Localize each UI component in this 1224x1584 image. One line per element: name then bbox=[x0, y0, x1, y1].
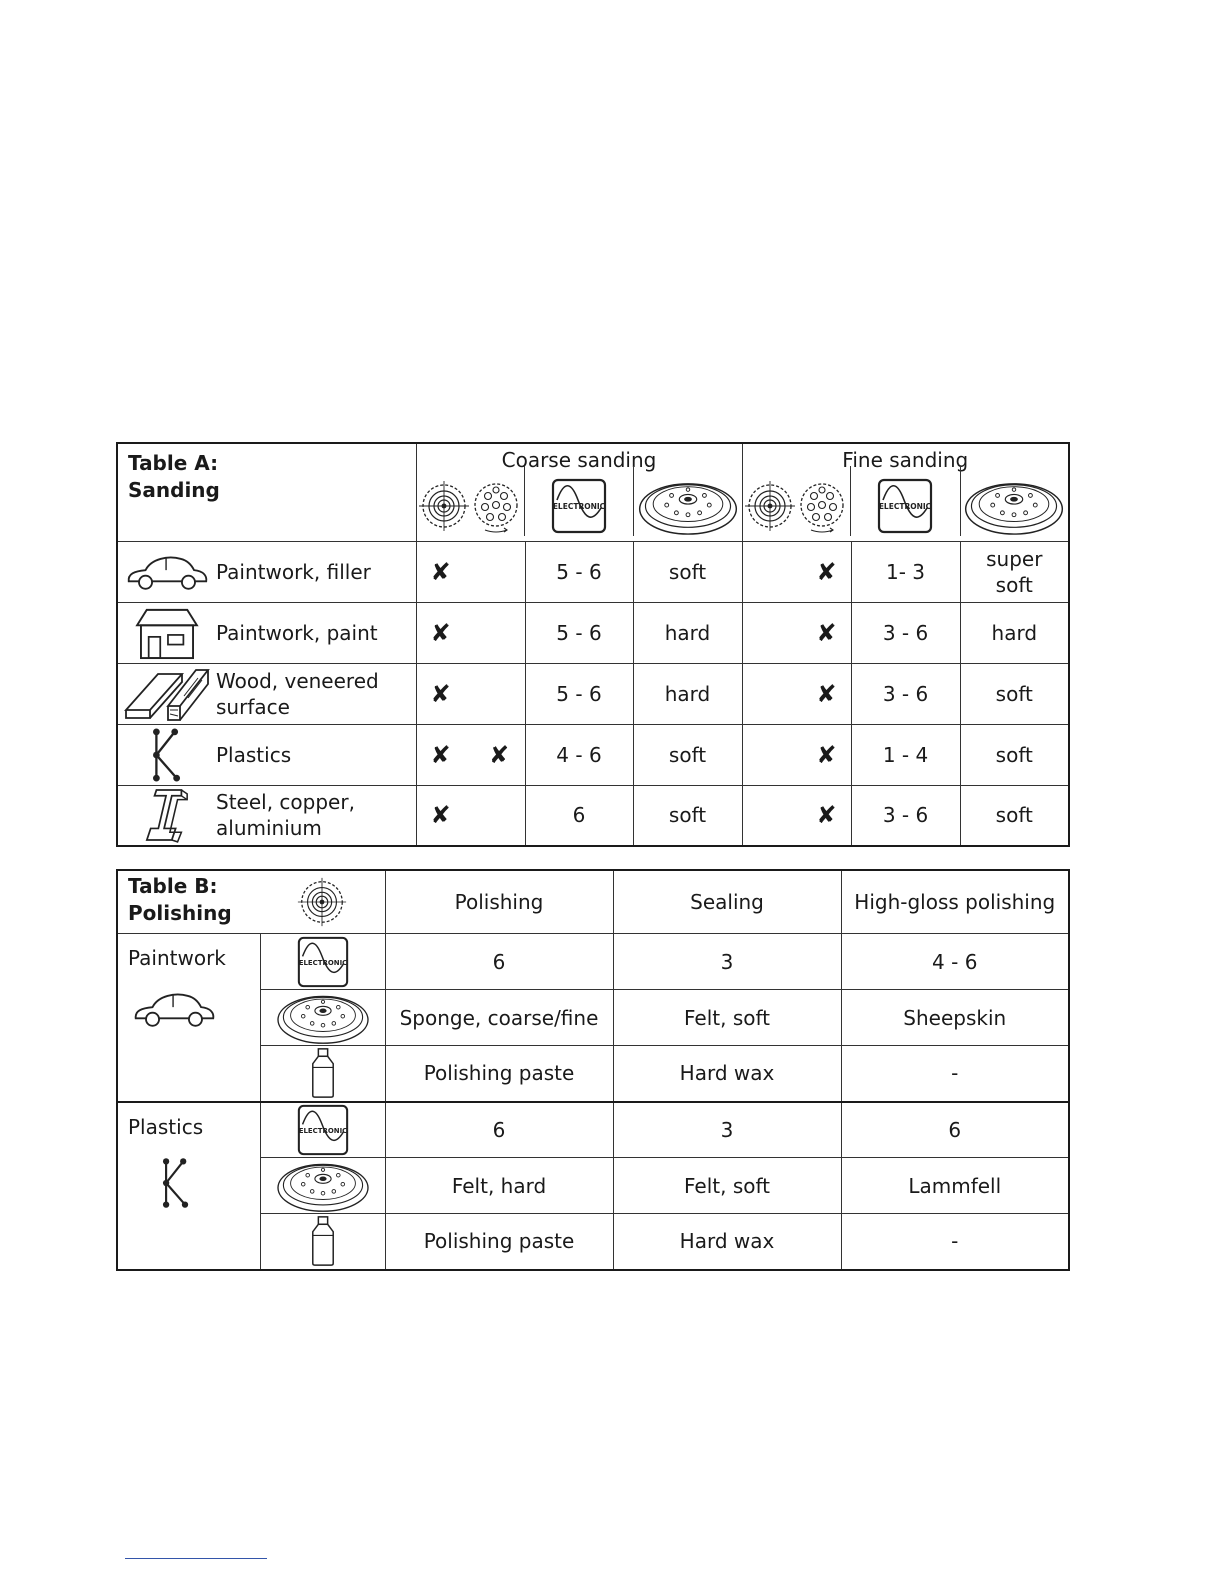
fine-orbit-cell bbox=[742, 602, 851, 663]
table-cell: 6 bbox=[385, 934, 613, 990]
table-row bbox=[117, 934, 1069, 990]
fine-sanding-label: Fine sanding bbox=[842, 448, 969, 472]
table-row bbox=[117, 541, 1069, 602]
table-b-header-icon-cell bbox=[260, 870, 385, 934]
coarse-pad-cell: hard bbox=[633, 602, 742, 663]
fine-speed-cell: 1- 3 bbox=[851, 541, 960, 602]
check-x-mark: ✘ bbox=[816, 618, 837, 647]
check-x-mark: ✘ bbox=[488, 740, 510, 769]
check-x-mark: ✘ bbox=[816, 740, 837, 769]
plastics-icon bbox=[158, 1157, 194, 1209]
fine-speed-cell: 3 - 6 bbox=[851, 602, 960, 663]
material-label: Paintwork, paint bbox=[216, 620, 378, 645]
table-cell: 4 - 6 bbox=[841, 934, 1069, 990]
row-icon-cell bbox=[260, 1102, 385, 1158]
coarse-pad-cell: soft bbox=[633, 541, 742, 602]
coarse-sanding-label: Coarse sanding bbox=[501, 448, 657, 472]
coarse-orbit-cell bbox=[416, 602, 525, 663]
fine-pad-cell: soft bbox=[960, 663, 1069, 724]
table-a-header bbox=[117, 443, 1069, 541]
fine-pad-cell bbox=[960, 541, 1069, 602]
car-icon bbox=[125, 551, 209, 593]
material-label bbox=[216, 668, 379, 720]
bottle-icon bbox=[307, 1047, 339, 1099]
material-label-line1: Wood, veneered bbox=[216, 668, 379, 693]
material-cell bbox=[117, 724, 416, 785]
table-cell: Felt, soft bbox=[613, 1158, 841, 1214]
material-label bbox=[216, 789, 355, 841]
table-cell: 3 bbox=[613, 934, 841, 990]
check-x-mark: ✘ bbox=[430, 679, 451, 708]
check-x-mark: ✘ bbox=[816, 801, 837, 830]
orbit-stroke-icon bbox=[419, 478, 469, 534]
disc-holes-icon bbox=[797, 478, 847, 534]
table-b-header bbox=[117, 870, 1069, 934]
section-material-cell bbox=[117, 1102, 260, 1270]
fine-speed-cell: 3 - 6 bbox=[851, 785, 960, 846]
table-row bbox=[117, 602, 1069, 663]
check-x-mark: ✘ bbox=[430, 618, 451, 647]
check-x-mark: ✘ bbox=[430, 557, 451, 586]
electronic-speed-icon bbox=[297, 1104, 349, 1156]
column-header-high-gloss: High-gloss polishing bbox=[841, 870, 1069, 934]
table-b-title-line2: Polishing bbox=[128, 901, 232, 925]
material-cell bbox=[117, 541, 416, 602]
wood-icon bbox=[124, 666, 210, 722]
material-cell bbox=[117, 602, 416, 663]
bottle-icon bbox=[307, 1215, 339, 1267]
fine-orbit-cell bbox=[742, 663, 851, 724]
table-cell: Polishing paste bbox=[385, 1046, 613, 1102]
material-cell bbox=[117, 785, 416, 846]
row-icon-cell bbox=[260, 1214, 385, 1270]
material-label: Paintwork, filler bbox=[216, 559, 371, 584]
coarse-orbit-cell bbox=[416, 724, 525, 785]
sanding-pad-icon bbox=[962, 478, 1066, 536]
electronic-speed-icon bbox=[551, 478, 607, 534]
section-material-label: Paintwork bbox=[128, 946, 226, 970]
table-row bbox=[117, 1214, 1069, 1270]
table-cell: Sheepskin bbox=[841, 990, 1069, 1046]
fine-orbit-cell bbox=[742, 724, 851, 785]
fine-speed-cell: 1 - 4 bbox=[851, 724, 960, 785]
table-a-title-line1: Table A: bbox=[128, 451, 219, 475]
sanding-pad-icon bbox=[275, 991, 371, 1045]
table-cell: Polishing paste bbox=[385, 1214, 613, 1270]
table-cell: 6 bbox=[385, 1102, 613, 1158]
table-cell: Felt, soft bbox=[613, 990, 841, 1046]
section-material-cell bbox=[117, 934, 260, 1102]
table-cell: Felt, hard bbox=[385, 1158, 613, 1214]
electronic-speed-icon bbox=[877, 478, 933, 534]
section-material-label: Plastics bbox=[128, 1114, 204, 1139]
row-icon-cell bbox=[260, 934, 385, 990]
table-cell: - bbox=[841, 1214, 1069, 1270]
coarse-pad-cell: hard bbox=[633, 663, 742, 724]
coarse-orbit-cell bbox=[416, 663, 525, 724]
table-cell: Hard wax bbox=[613, 1046, 841, 1102]
check-x-mark: ✘ bbox=[816, 679, 837, 708]
column-header-polishing: Polishing bbox=[385, 870, 613, 934]
plastics-icon bbox=[147, 728, 187, 782]
car-icon bbox=[132, 988, 216, 1030]
table-a-sanding bbox=[116, 442, 1070, 847]
fine-pad-cell: soft bbox=[960, 724, 1069, 785]
steel-beam-icon bbox=[143, 786, 191, 844]
table-row bbox=[117, 990, 1069, 1046]
table-row bbox=[117, 1046, 1069, 1102]
fine-pad-cell: hard bbox=[960, 602, 1069, 663]
table-b-title-line1: Table B: bbox=[128, 874, 218, 898]
fine-speed-cell: 3 - 6 bbox=[851, 663, 960, 724]
table-cell: 3 bbox=[613, 1102, 841, 1158]
table-cell: Hard wax bbox=[613, 1214, 841, 1270]
table-a-title bbox=[117, 443, 416, 541]
fine-pad-line2: soft bbox=[995, 572, 1033, 597]
row-icon-cell bbox=[260, 990, 385, 1046]
orbit-stroke-icon bbox=[297, 875, 347, 929]
material-cell bbox=[117, 663, 416, 724]
disc-holes-icon bbox=[471, 478, 521, 534]
table-row bbox=[117, 785, 1069, 846]
material-label: Plastics bbox=[216, 742, 292, 767]
electronic-speed-icon bbox=[297, 936, 349, 988]
coarse-speed-cell: 5 - 6 bbox=[525, 663, 633, 724]
table-cell: Lammfell bbox=[841, 1158, 1069, 1214]
coarse-speed-cell: 5 - 6 bbox=[525, 541, 633, 602]
column-header-sealing: Sealing bbox=[613, 870, 841, 934]
table-cell: Sponge, coarse/fine bbox=[385, 990, 613, 1046]
fine-orbit-cell bbox=[742, 541, 851, 602]
table-b-polishing bbox=[116, 869, 1070, 1271]
table-cell: - bbox=[841, 1046, 1069, 1102]
coarse-sanding-header bbox=[416, 443, 742, 541]
material-label-line2: surface bbox=[216, 694, 290, 719]
check-x-mark: ✘ bbox=[430, 740, 451, 769]
coarse-speed-cell: 5 - 6 bbox=[525, 602, 633, 663]
fine-orbit-cell bbox=[742, 785, 851, 846]
table-cell: 6 bbox=[841, 1102, 1069, 1158]
table-row bbox=[117, 1158, 1069, 1214]
coarse-orbit-cell bbox=[416, 541, 525, 602]
material-label-line1: Steel, copper, bbox=[216, 790, 355, 815]
coarse-speed-cell: 6 bbox=[525, 785, 633, 846]
footnote-rule bbox=[125, 1558, 267, 1559]
fine-pad-cell: soft bbox=[960, 785, 1069, 846]
check-x-mark: ✘ bbox=[430, 801, 451, 830]
material-label-line2: aluminium bbox=[216, 816, 322, 841]
table-row bbox=[117, 1102, 1069, 1158]
coarse-pad-cell: soft bbox=[633, 724, 742, 785]
sanding-pad-icon bbox=[275, 1159, 371, 1213]
table-row bbox=[117, 724, 1069, 785]
table-a-title-line2: Sanding bbox=[128, 478, 220, 502]
coarse-orbit-cell bbox=[416, 785, 525, 846]
orbit-stroke-icon bbox=[745, 478, 795, 534]
coarse-pad-cell: soft bbox=[633, 785, 742, 846]
check-x-mark: ✘ bbox=[816, 557, 837, 586]
row-icon-cell bbox=[260, 1158, 385, 1214]
row-icon-cell bbox=[260, 1046, 385, 1102]
house-icon bbox=[133, 606, 201, 660]
sanding-pad-icon bbox=[636, 478, 740, 536]
fine-pad-line1: super bbox=[986, 546, 1043, 571]
coarse-speed-cell: 4 - 6 bbox=[525, 724, 633, 785]
fine-sanding-header bbox=[742, 443, 1069, 541]
table-row bbox=[117, 663, 1069, 724]
table-b-title bbox=[117, 870, 260, 934]
